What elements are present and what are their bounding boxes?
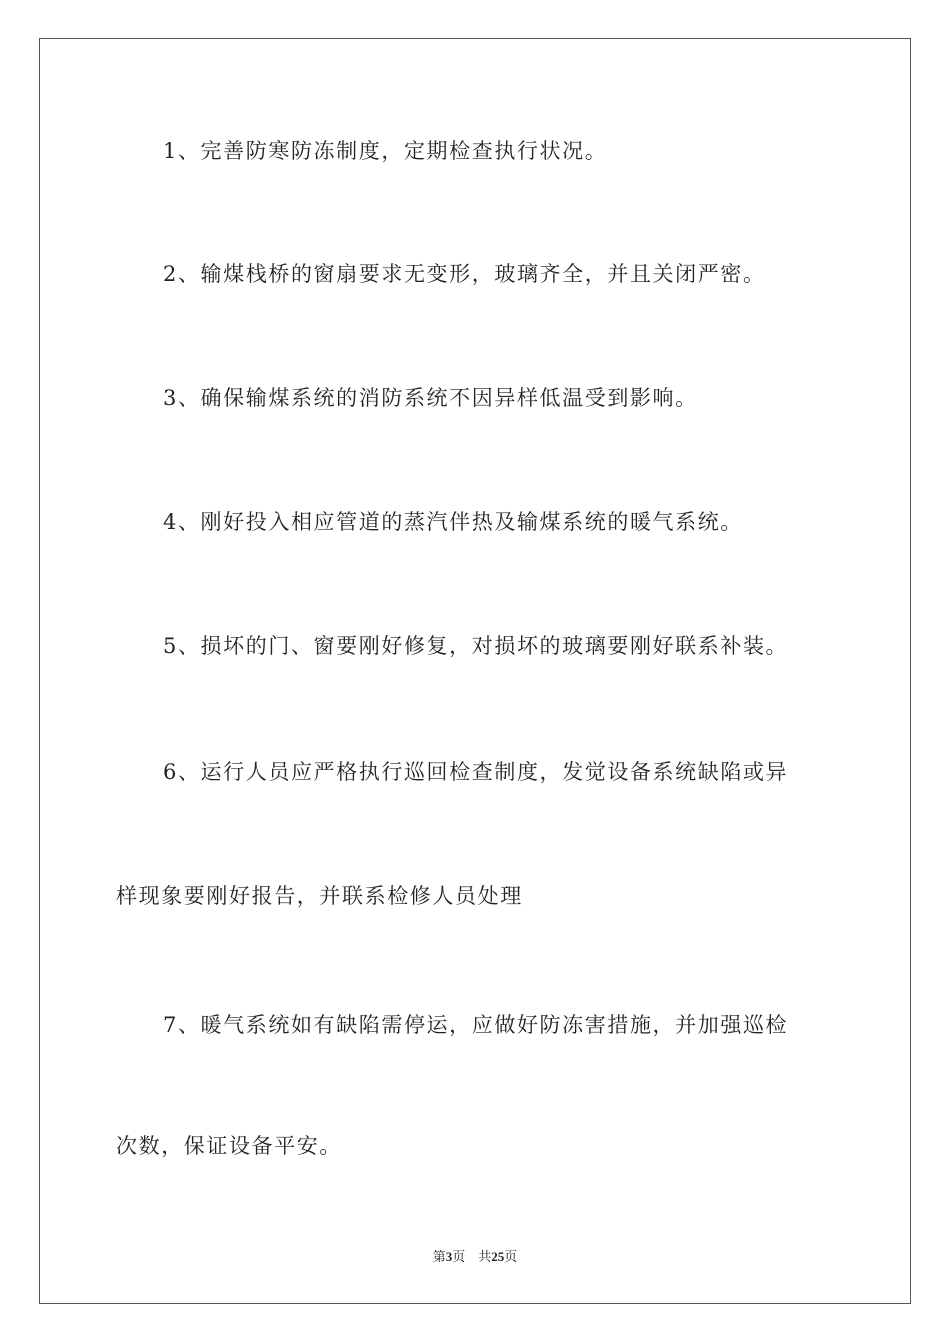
paragraph-7-line-1: 7、暖气系统如有缺陷需停运，应做好防冻害措施，并加强巡检 xyxy=(163,1013,789,1037)
total-suffix: 页 xyxy=(504,1249,518,1264)
paragraph-1: 1、完善防寒防冻制度，定期检查执行状况。 xyxy=(163,139,608,163)
paragraph-3: 3、确保输煤系统的消防系统不因异样低温受到影响。 xyxy=(163,386,698,410)
page-footer xyxy=(0,1246,950,1265)
page-number: 3 xyxy=(445,1249,453,1264)
page-border xyxy=(39,38,911,1304)
paragraph-5: 5、损坏的门、窗要刚好修复，对损坏的玻璃要刚好联系补装。 xyxy=(163,634,789,658)
page-prefix: 第 xyxy=(432,1249,446,1264)
paragraph-6-line-1: 6、运行人员应严格执行巡回检查制度，发觉设备系统缺陷或异 xyxy=(163,760,789,784)
paragraph-6-line-2: 样现象要刚好报告，并联系检修人员处理 xyxy=(116,884,523,908)
paragraph-4: 4、刚好投入相应管道的蒸汽伴热及输煤系统的暖气系统。 xyxy=(163,510,743,534)
paragraph-7-line-2: 次数，保证设备平安。 xyxy=(116,1134,342,1158)
paragraph-2: 2、输煤栈桥的窗扇要求无变形，玻璃齐全，并且关闭严密。 xyxy=(163,262,766,286)
page-suffix: 页 xyxy=(452,1249,466,1264)
total-pages: 25 xyxy=(491,1249,505,1264)
total-prefix: 共 xyxy=(478,1249,492,1264)
